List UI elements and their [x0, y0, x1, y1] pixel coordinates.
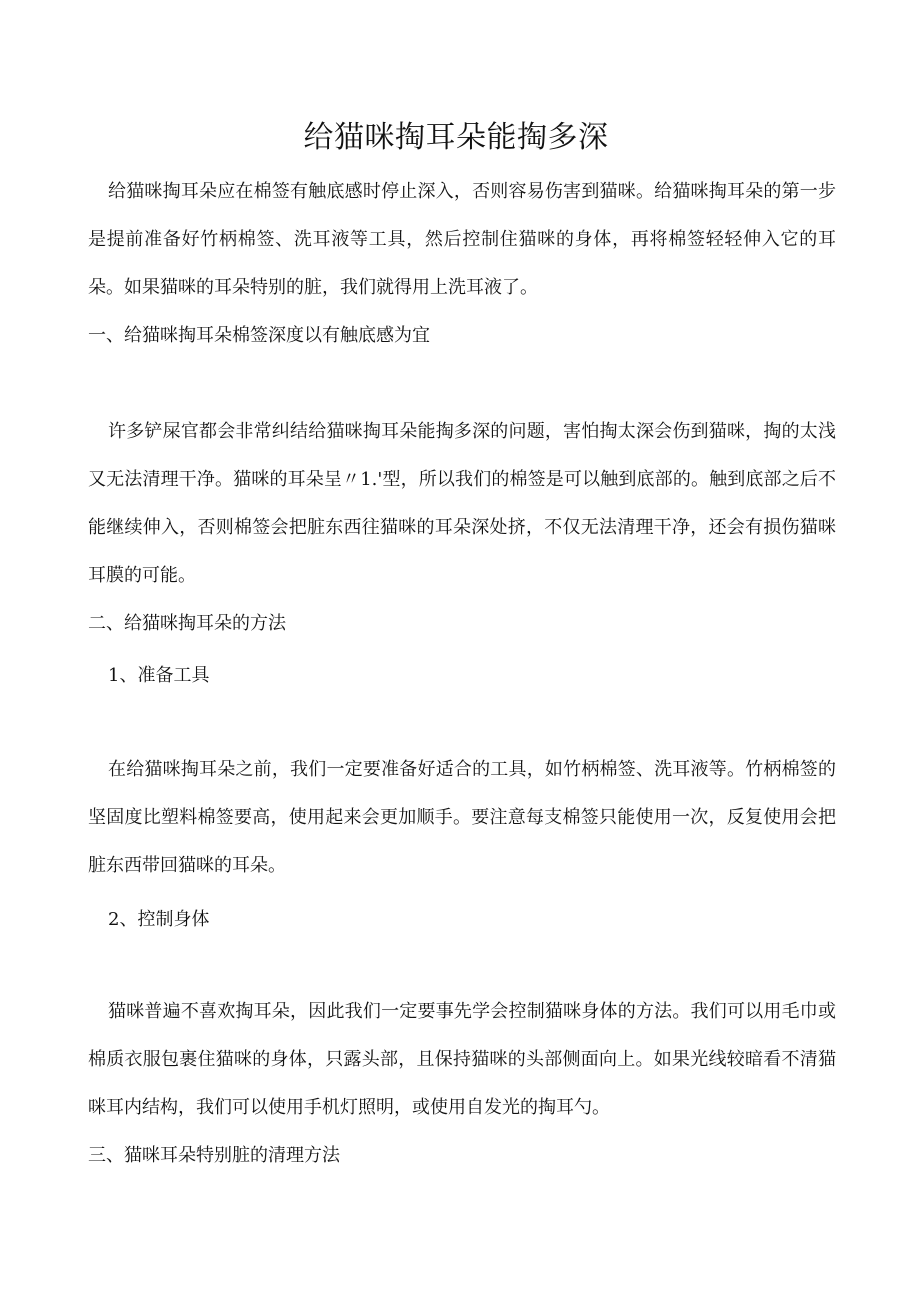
page-title: 给猫咪掏耳朵能掏多深 [303, 120, 609, 155]
step-2-heading: 2、控制身体 [108, 909, 210, 930]
step-2-paragraph: 猫咪普遍不喜欢掏耳朵，因此我们一定要事先学会控制猫咪身体的方法。我们可以用毛巾或棉质衣服包裹住猫咪的身体，只露头部，且保持猫咪的头部侧面向上。如果光线较暗看不清猫咪耳内结构，我们可以使用手机灯照明，或使用自发光的掏耳勺。 [88, 1001, 836, 1118]
step-1-heading: 1、准备工具 [108, 665, 210, 686]
section-2-heading: 二、给猫咪掏耳朵的方法 [88, 613, 286, 634]
section-1-heading: 一、给猫咪掏耳朵棉签深度以有触底感为宜 [88, 325, 430, 346]
step-1-paragraph: 在给猫咪掏耳朵之前，我们一定要准备好适合的工具，如竹柄棉签、洗耳液等。竹柄棉签的坚固度比塑料棉签要高，使用起来会更加顺手。要注意每支棉签只能使用一次，反复使用会把脏东西带回猫咪的耳朵。 [88, 759, 836, 876]
section-3-heading: 三、猫咪耳朵特别脏的清理方法 [88, 1145, 340, 1166]
section-1-paragraph: 许多铲屎官都会非常纠结给猫咪掏耳朵能掏多深的问题，害怕掏太深会伤到猫咪，掏的太浅又无法清理干净。猫咪的耳朵呈〃1.'型，所以我们的棉签是可以触到底部的。触到底部之后不能继续伸入，否则棉签会把脏东西往猫咪的耳朵深处挤，不仅无法清理干净，还会有损伤猫咪耳膜的可能。 [88, 421, 836, 586]
intro-paragraph: 给猫咪掏耳朵应在棉签有触底感时停止深入，否则容易伤害到猫咪。给猫咪掏耳朵的第一步是提前准备好竹柄棉签、洗耳液等工具，然后控制住猫咪的身体，再将棉签轻轻伸入它的耳朵。如果猫咪的耳朵特别的脏，我们就得用上洗耳液了。 [88, 181, 836, 298]
